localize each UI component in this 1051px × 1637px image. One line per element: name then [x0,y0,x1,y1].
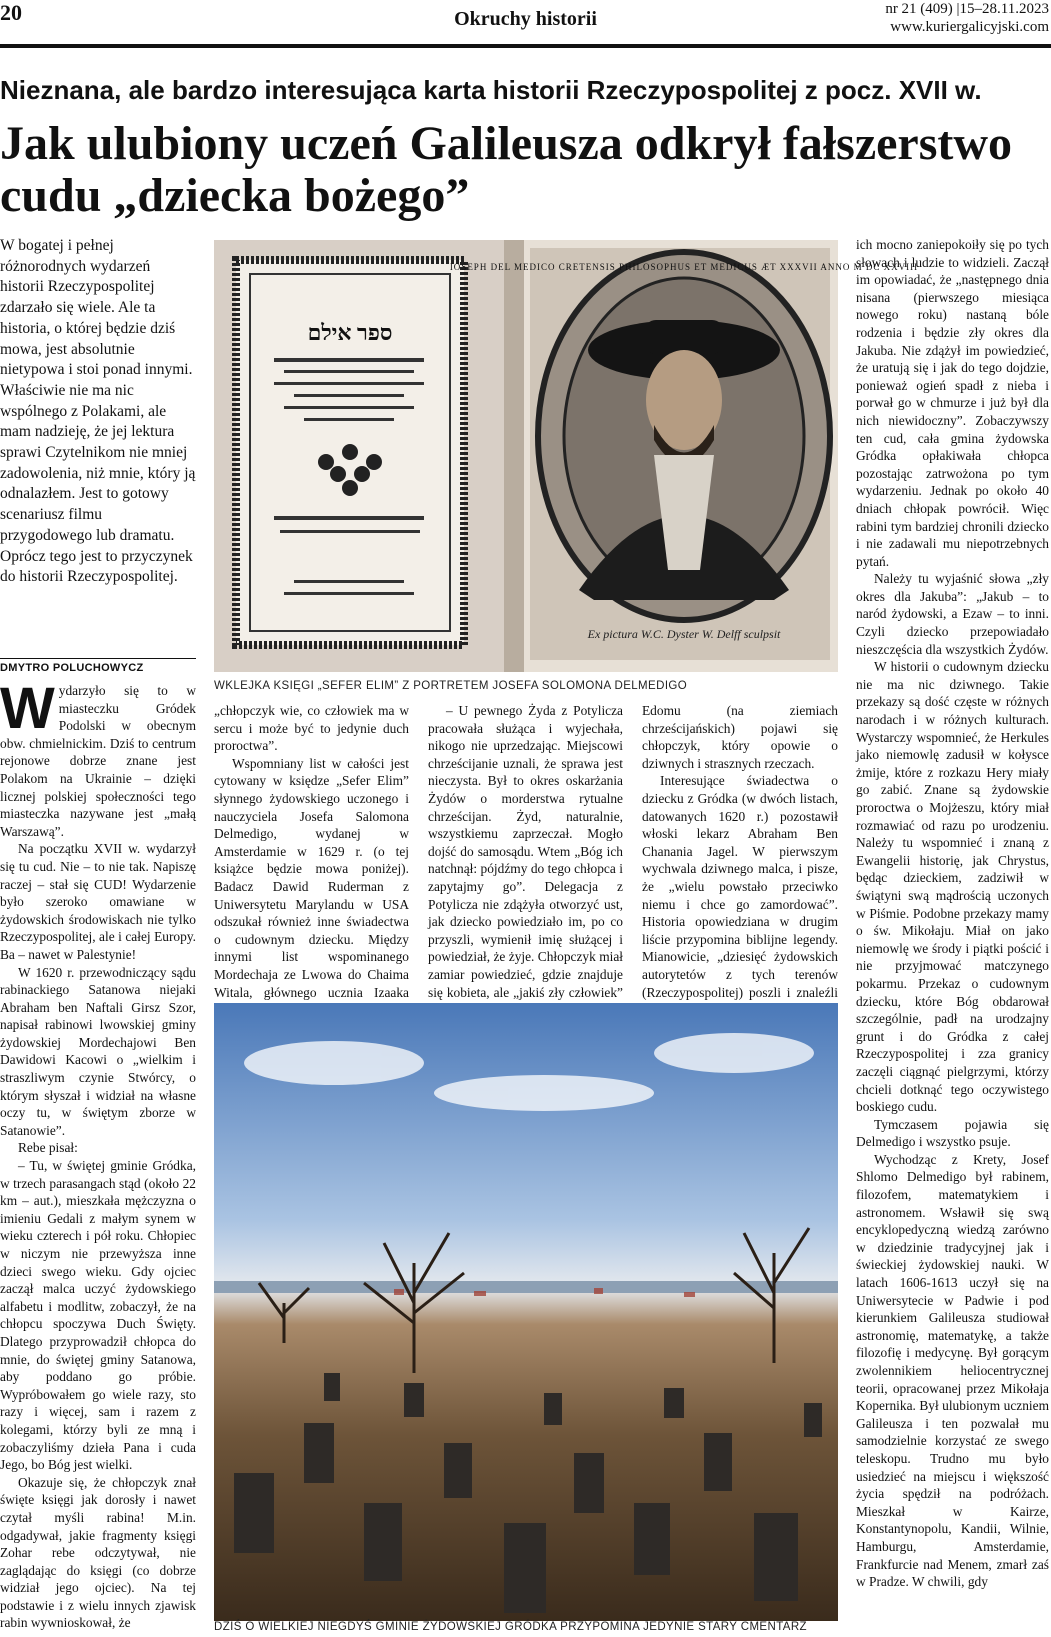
column-5 [856,236,1049,1634]
paragraph: Edomu (na ziemiach chrześcijańskich) pojawi się chłopczyk, który opowie o dziwnych i strasznych rzeczach. [642,703,838,771]
article-lead: W bogatej i pełnej różnorodnych wydarzeń historii Rzeczypospolitej zdarzało się wiele. Ale ta historia, o której będzie dziś mowa, jest absolutnie nietypowa i stoi ponad innymi. Właściwie nie ma nic wspólnego z Polakami, ale mam nadzieję, że jej lektura sprawi Czytelnikom nie mniej zadowolenia, niż mnie, który ją odnalazłem. Jest to gotowy scenariusz filmu przygodowego lub dramatu. Oprócz tego jest to przyczynek do historii Rzeczypospolitej. [0,237,196,586]
paragraph: Należy tu wyjaśnić słowa „zły okres dla Jakuba”: „Jakub – to naród żydowski, a Ezaw – to inni. Czyli dziecko przepowiadało nieszczęścia dla wszystkich Żydów. [856,571,1049,657]
paragraph: Tymczasem pojawia się Delmedigo i wszystko psuje. [856,1116,1049,1150]
column-1 [0,676,196,1632]
column-2 [214,702,409,1000]
paragraph: ich mocno zaniepokoiły się po tych słowach i ludzie to widzieli. Zaczął im opowiadać, że „następnego dnia nisana (pierwszego miesiąca nowego roku) nastaną bóle rodzenia i będzie zły okres dla Jakuba. Nie zdążył im powiedzieć, że uratują się i jak do tego dojdzie, ponieważ ogień spadł z nieba i porwał go w chmurze i już był dla nich niewidoczny”. Zobaczywszy ten cud, cała gmina żydowska Gródka opłakiwała chłopca pozostając zatrwożona po tym wydarzeniu. Jednak po około 40 dniach chłopak powrócił. Więc rabini tym bardziej chronili dziecko i nie zadawali mu niepotrzebnych pytań. [856,237,1049,569]
paragraph: Wydarzyło się to w miasteczku Gródek Podolski w obecnym obw. chmielnickim. Dziś to centrum rejonowe dobrze znane jest Polakom na Ukrainie – dzięki licznej polskiej społeczności tego miasteczka nazywane jest „małą Warszawą”. [0,676,196,839]
drop-cap: W [0,676,55,741]
paragraph: Okazuje się, że chłopczyk znał święte księgi jak dorosły i nawet czytał myśli rabina! M.in. odgadywał, jakie fragmenty księgi Zohar rebe odczytywał, nie zaglądając do księgi (co dobrze widział jego ojciec). Na tej podstawie i z wielu innych zjawisk rabin wywnioskował, że [0,1474,196,1631]
paragraph: Wspomniany list w całości jest cytowany w księdze „Sefer Elim” słynnego żydowskiego uczonego i nauczyciela Josefa Salomona Delmedigo, wydanej w Amsterdamie w 1629 r. (o tej książce będzie mowa poniżej). Badacz Dawid Ruderman z Uniwersytetu Marylandu w USA odszukał również inne świadectwa o cudownym dziecku. Między innymi list wspominanego Mordechaja ze Lwowa do Chaima Witala, głównego ucznia Izaaka [214,755,409,1000]
book-portrait-illustration [214,240,919,672]
paragraph: – U pewnego Żyda z Potylicza pracowała służąca i wyjechała, nikogo nie uprzedzając. Miejscowi chrześcijanie uznali, że sprawa jest nieczysta. Był to okres oskarżania Żydów o morderstwa rytualne chrześcijan. Żyd, naturalnie, wszystkiemu zaprzeczał. Mogło dojść do samosądu. Wtem „Bóg ich natchnął: pójdźmy do tego chłopca i zapytajmy go”. Delegacja z Potylicza nie zdążyła otworzyć ust, jak dziecko powiedziało im, po co przyszli, wymienił imię służącej i powiedział, że żyje. Chłopczyk miał zamiar powiedzieć, gdzie znajduje się kobieta, ale „jakiś zły człowiek” [428,703,623,1000]
paragraph: W historii o cudownym dziecku nie ma nic dziwnego. Takie przekazy są dość częste w różnych narodach i w różnych kulturach. Wystarczy wspomnieć, że Herkules jako niemowlę zadusił w kołysce żmije, które z rozkazu Hery miały go zabić. Znane są żydowskie proroctwa o Mojżeszu, który miał rozmawiać od razu po urodzeniu. Należy tu wspomnieć i znaną z Ewangelii historię, jak Chrystus, będąc dzieckiem, zadziwił w świątyni swą mądrością uczonych w Piśmie. Podobne przekazy mamy o św. Mikołaju. Miał on jako niemowlę we środy i piątki pościć i nie przyjmować matczynego pokarmu. Przekaz o cudownym dziecku, które Bóg obdarował szczególnie, padł na urodzajny grunt i do Gródka z całej Rzeczypospolitej i zza granicy zaczęli ciągnąć pielgrzymi, którzy chcieli dotknąć tego oczywistego boskiego cudu. [856,659,1049,1115]
website[interactable]: www.kuriergalicyjski.com [890,19,1049,35]
page-number: 20 [0,0,22,25]
article-kicker: Nieznana, ale bardzo interesująca karta historii Rzeczypospolitej z pocz. XVII w. [0,75,982,105]
paragraph: W 1620 r. przewodniczący sądu rabinackiego Satanowa niejaki Abraham ben Naftali Girsz Szor, napisał rabinowi lwowskiej gminy żydowskiej Mordechajowi Ben Dawidowi Kacowi o „wielkim i straszliwym czynie Stwórcy, o którym słyszał i widział na własne oczy tu, w świętym zborze w Satanowie”. [0,964,196,1138]
hebrew-title: ספר אילם [307,320,393,345]
cemetery-illustration [214,1003,838,1621]
column-4 [642,702,838,1000]
portrait-inscription: IOSEPH DEL MEDICO CRETENSIS PHILOSOPHUS ET MEDICUS ÆT XXXVII ANNO M DC XXVIII [449,262,919,272]
issue-info [885,0,1049,36]
book-portrait-photo [214,240,919,672]
section-title: Okruchy historii [454,8,597,30]
engraver-line: Ex pictura W.C. Dyster W. Delff sculpsit [587,627,781,641]
paragraph: Rebe pisał: [18,1140,78,1156]
photo2-caption: DZIŚ O WIELKIEJ NIEGDYŚ GMINIE ŻYDOWSKIEJ GRÓDKA PRZYPOMINA JEDYNIE STARY CMENTARZ [214,1621,807,1633]
issue-number: nr 21 (409) |15–28.11.2023 [885,1,1049,17]
header-rule [0,44,1051,48]
photo1-caption: WKLEJKA KSIĘGI „SEFER ELIM” Z PORTRETEM JOSEFA SOLOMONA DELMEDIGO [214,680,688,692]
author-byline: DMYTRO POLUCHOWYCZ [0,658,196,674]
cemetery-photo [214,1003,838,1621]
article-title: Jak ulubiony uczeń Galileusza odkrył fałszerstwo cudu „dziecka bożego” [0,117,1013,222]
paragraph: Interesujące świadectwa o dziecku z Gródka (w dwóch listach, datowanych 1620 r.) pozostawił włoski lekarz Abraham Ben Chanania Jagel. W pierwszym wychwala dziwnego malca, i pisze, że „wielu powstało przeciwko niemu i chce go zamordować”. Historia opowiedziana w drugim liście przypomina biblijne legendy. Mianowicie, „dziesięć żydowskich autorytetów z tych terenów (Rzeczypospolitej) poszli i znaleźli [642,773,838,1000]
page-header [0,0,1051,48]
paragraph: Wychodząc z Krety, Josef Shlomo Delmedigo był rabinem, filozofem, matematykiem i astronomem. Wsławił się swą encyklopedyczną wiedzą zarówno w dziedzinie tradycyjnej jak i świeckiej żydowskiej nauki. W latach 1606-1613 uczył się na Uniwersytecie w Padwie i pod kierunkiem Galileusza studiował astronomię, matematykę, a także filozofię i medycynę. Był gorącym zwolennikiem heliocentrycznej teorii, opracowanej przez Mikołaja Kopernika. Był ulubionym uczniem Galileusza i ten pozwalał mu samodzielnie korzystać ze swego teleskopu. Trudno mu było usiedzieć na miejscu i większość życia spędził na podróżach. Mieszkał w Kairze, Konstantynopolu, Kandii, Wilnie, Hamburgu, Amsterdamie, Frankfurcie nad Menem, zmarł zaś w Pradze. W chwili, gdy [856,1151,1049,1590]
paragraph: – Tu, w świętej gminie Gródka, w trzech parasangach stąd (około 22 km – aut.), mieszkała mężczyzna o imieniu Gedali z małym synem w wieku czterech i pół roku. Chłopiec w niczym nie przewyższa inne dzieci swego wieku. Gdy ojciec zaczął malca uczyć żydowskiego alfabetu i modlitw, zobaczył, że na chłopcu spoczywa Duch Święty. Dlatego przyprowadził chłopca do mnie, do świętej gminy Satanowa, aby poddano go próbie. Wypróbowałem go wiele razy, sto razy i więcej, sam i razem z kolegami, którzy byli ze mną i zobaczyliśmy dzieła Pana i cuda Jego, bo Bóg jest wielki. [0,1158,196,1473]
column-3 [428,702,623,1000]
paragraph: Na początku XVII w. wydarzył się tu cud. Nie – to nie tak. Napiszę raczej – stał się CUD! Wydarzenie było szeroko omawiane w żydowskich środowiskach nie tylko Rzeczypospolitej, ale i całej Europy. Ba – nawet w Palestynie! [0,841,196,962]
paragraph: „chłopczyk wie, co człowiek ma w sercu i może być to jedynie duch proroctwa”. [214,703,409,754]
